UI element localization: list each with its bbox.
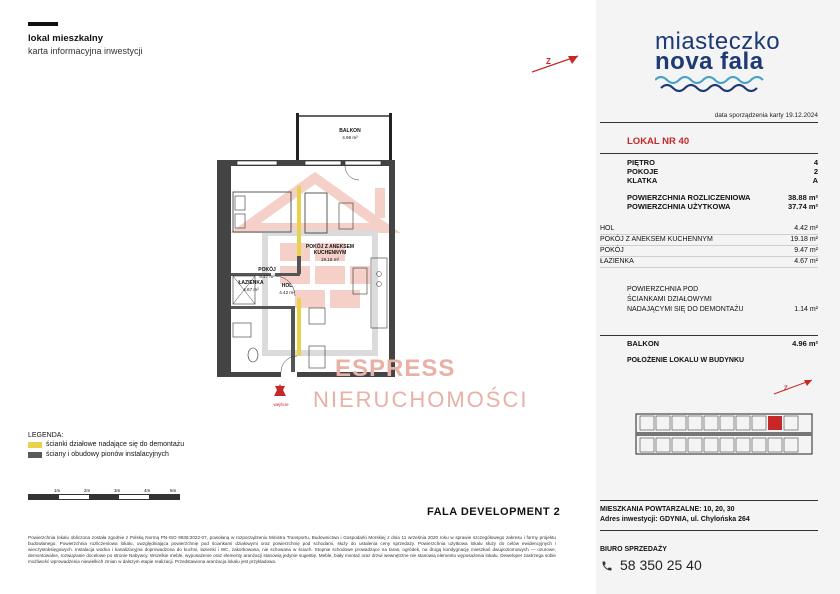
divider	[600, 530, 818, 531]
walls-note-line-1: POWIERZCHNIA POD	[627, 286, 699, 293]
area-settlement: POWIERZCHNIA ROZLICZENIOWA 38.88 m²	[627, 193, 818, 202]
developer-logo: FALA DEVELOPMENT 2	[427, 506, 561, 518]
scale-label-4: 4m	[144, 488, 151, 493]
legend-swatch-grey	[28, 452, 42, 458]
watermark-line-2: NIERUCHOMOŚCI	[313, 387, 529, 412]
room-row-pokoj: POKÓJ 9.47 m²	[600, 246, 818, 257]
detail-rooms: POKOJE 2	[627, 167, 818, 176]
footer-disclaimer: Powierzchnia lokalu obliczona została zgodnie z Polską Normą PN-ISO 9836:2022-07, powołaną w rozporządzeniu Ministra Transportu, Budownictwa i Gospodarki Morskiej z dnia 11 września 2020 roku w sprawie szczegółowego zakresu i formy projektu budowlanego. Powierzchnia rozliczeniowa lokalu, uwzględniająca powierzchnię pod ściankami działowymi oraz powierzchnię pod schodami, służy do ustalenia ceny sprzedaży. Powierzchnia użytkowa lokalu służy do celów ewidencyjnych i wieczystoksięgowych. Instalacja wodna i kanalizacyjna doprowadzona do kuchni, łazienki i WC, zakorkowana, nie schowana w ściach. Stopnie schodowe prowadzące na taras, ogródek, na drugą kondygnację mieszkań dwupoziomowych — ozurowe, demontowalne, rozwiązanie docelowe po stronie Nabywcy. Wszelkie meble, wyposażenie oraz elementy aranżacji stanowią jedynie sugestię. Meble, biały montaż oraz drzwi wewnętrzne nie stanowią elementu wyposażenia lokalu. Deweloper zastrzega sobie możliwość wprowadzenia niewielkich zmian w dalszym etapie realizacji. Przedstawiona aranżacja lokalu jest przykładowa.	[28, 535, 556, 565]
investment-address: Adres inwestycji: GDYNIA, ul. Chylońska 264	[600, 516, 750, 523]
legend-item-partition-text: ścianki działowe nadające się do demontażu	[46, 441, 185, 448]
plan-pokoj-area: 9.47 m²	[259, 274, 275, 279]
repeated-units: MIESZKANIA POWTARZALNE: 10, 20, 30	[600, 506, 735, 513]
plan-pokoj-label: POKÓJ	[258, 267, 276, 273]
phone-icon	[601, 560, 613, 572]
legend-item-walls-text: ściany i obudowy pionów instalacyjnych	[46, 451, 169, 458]
plan-hol-label: HOL	[281, 283, 293, 289]
divider	[600, 153, 818, 154]
watermark-house-icon	[245, 178, 385, 353]
walls-note-line-2: ŚCIANKAMI DZIAŁOWYMI	[627, 296, 712, 303]
legend-title: LEGENDA:	[28, 432, 64, 439]
plan-lazienka-area: 4.67 m²	[243, 287, 259, 292]
svg-text:Z: Z	[546, 57, 551, 66]
watermark-line-1: ESPRESS	[335, 355, 456, 382]
lokal-number: LOKAL NR 40	[627, 136, 690, 147]
location-title: POŁOŻENIE LOKALU W BUDYNKU	[627, 357, 745, 364]
room-row-salon: POKÓJ Z ANEKSEM KUCHENNYM 19.18 m²	[600, 235, 818, 246]
detail-floor: PIĘTRO 4	[627, 158, 818, 167]
compass-north-icon	[532, 52, 580, 76]
legend-item-walls	[28, 451, 169, 458]
creation-date: data sporządzenia karty 19.12.2024	[714, 112, 818, 119]
scale-label-5: 5m	[170, 488, 177, 493]
logo-line-2: nova fala	[655, 48, 764, 75]
building-location-plan	[612, 372, 822, 494]
divider	[600, 500, 818, 501]
plan-entrance-label: wejście	[273, 402, 289, 407]
plan-lazienka-label: ŁAZIENKA	[238, 280, 264, 286]
phone-number[interactable]: 58 350 25 40	[620, 557, 702, 573]
scale-bar	[28, 494, 180, 500]
legend-swatch-yellow	[28, 442, 42, 448]
legend-item-partition	[28, 441, 184, 448]
detail-staircase: KLATKA A	[627, 176, 818, 185]
sales-office-label: BIURO SPRZEDAŻY	[600, 546, 667, 553]
highlighted-unit	[768, 416, 782, 430]
scale-label-3: 3m	[114, 488, 121, 493]
room-row-lazienka: ŁAZIENKA 4.67 m²	[600, 257, 818, 268]
plan-salon-area: 19.18 m²	[320, 257, 340, 262]
scale-label-1: 1m	[54, 488, 61, 493]
walls-note-row: NADAJĄCYMI SIĘ DO DEMONTAŻU 1.14 m²	[627, 306, 818, 313]
plan-salon-label-2: KUCHENNYM	[313, 250, 347, 256]
plan-salon-label: POKÓJ Z ANEKSEM	[305, 244, 355, 250]
document-subtitle: karta informacyjna inwestycji	[28, 46, 143, 56]
area-usable: POWIERZCHNIA UŻYTKOWA 37.74 m²	[627, 202, 818, 211]
room-row-hol: HOL 4.42 m²	[600, 224, 818, 235]
plan-balkon-area: 4.96 m²	[342, 135, 358, 140]
balkon-row: BALKON 4.96 m²	[627, 339, 818, 348]
header-rule	[28, 22, 58, 26]
waves-logo-icon	[655, 74, 765, 94]
plan-hol-area: 4.42 m²	[279, 290, 295, 295]
plan-balkon-label: BALKON	[339, 128, 361, 134]
document-title: lokal mieszkalny	[28, 33, 103, 44]
scale-label-2: 2m	[84, 488, 91, 493]
divider	[600, 335, 818, 336]
logo-line-1: miasteczko	[655, 28, 781, 55]
divider	[600, 122, 818, 123]
svg-text:Z: Z	[784, 386, 788, 392]
